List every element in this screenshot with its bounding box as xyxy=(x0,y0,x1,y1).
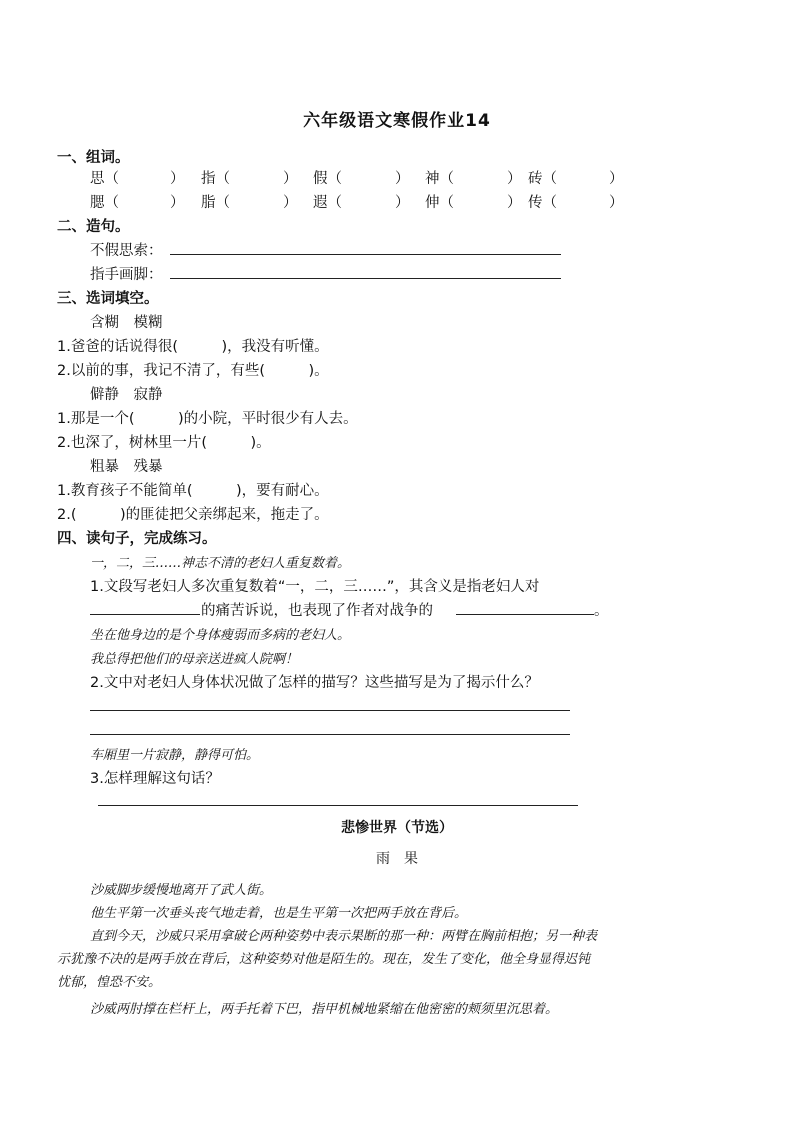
answer-line[interactable] xyxy=(170,278,561,279)
section-2-heading: 二、造句。 xyxy=(57,219,130,235)
sentence-prompt: 不假思索： xyxy=(90,243,163,259)
char-cell: 砖（ xyxy=(528,171,557,187)
section-1-heading: 一、组词。 xyxy=(57,150,130,166)
passage-paragraph: 他生平第一次垂头丧气地走着，也是生平第一次把两手放在背后。 xyxy=(90,906,468,921)
char-cell: 思（ xyxy=(90,171,119,187)
sentence-prompt: 指手画脚： xyxy=(90,267,163,283)
char-cell: 指（ xyxy=(201,171,230,187)
reading-author: 雨 果 xyxy=(376,851,418,867)
quote-sentence: 坐在他身边的是个身体瘦弱而多病的老妇人。 xyxy=(90,628,351,643)
paren-close: ） xyxy=(170,171,185,187)
paren-close: ） xyxy=(609,195,624,211)
word-choices: 粗暴 残暴 xyxy=(90,459,163,475)
word-row-2 xyxy=(0,191,794,211)
fill-sentence: 1.教育孩子不能简单( )，要有耐心。 xyxy=(57,483,329,499)
section-4-heading: 四、读句子，完成练习。 xyxy=(57,531,217,547)
fill-sentence: 1.爸爸的话说得很( )，我没有听懂。 xyxy=(57,339,329,355)
page-title: 六年级语文寒假作业14 xyxy=(303,111,491,131)
passage-paragraph: 沙威两肘撑在栏杆上，两手托着下巴，指甲机械地紧缩在他密密的颊须里沉思着。 xyxy=(90,1002,559,1017)
fill-sentence: 2.( )的匪徒把父亲绑起来，拖走了。 xyxy=(57,507,329,523)
paren-close: ） xyxy=(507,195,522,211)
answer-line[interactable] xyxy=(170,254,561,255)
fill-sentence: 2.也深了，树林里一片( )。 xyxy=(57,435,271,451)
paren-close: ） xyxy=(507,171,522,187)
char-cell: 传（ xyxy=(528,195,557,211)
passage-paragraph: 直到今天，沙威只采用拿破仑两种姿势中表示果断的那一种：两臂在胸前相抱；另一种表 xyxy=(90,929,598,944)
char-cell: 脂（ xyxy=(201,195,230,211)
paren-close: ） xyxy=(283,195,298,211)
paren-close: ） xyxy=(609,171,624,187)
question-3: 3.怎样理解这句话？ xyxy=(90,771,220,787)
word-row-1 xyxy=(0,167,794,187)
char-cell: 假（ xyxy=(313,171,342,187)
quote-sentence: 一，二，三……神志不清的老妇人重复数着。 xyxy=(90,556,351,571)
passage-paragraph: 沙威脚步缓慢地离开了武人街。 xyxy=(90,883,273,898)
passage-paragraph: 示犹豫不决的是两手放在背后，这种姿势对他是陌生的。现在，发生了变化，他全身显得迟钝 xyxy=(57,952,591,967)
fill-sentence: 2.以前的事，我记不清了，有些( )。 xyxy=(57,363,329,379)
char-cell: 伸（ xyxy=(425,195,454,211)
answer-line[interactable] xyxy=(90,734,570,735)
section-3-heading: 三、选词填空。 xyxy=(57,291,159,307)
question-1: 1.文段写老妇人多次重复数着“一，二，三……”，其含义是指老妇人对 xyxy=(90,579,540,595)
quote-sentence: 车厢里一片寂静，静得可怕。 xyxy=(90,748,260,763)
passage-paragraph: 忧郁，惶恐不安。 xyxy=(57,975,162,990)
answer-line[interactable] xyxy=(90,710,570,711)
paren-close: ） xyxy=(283,171,298,187)
reading-title: 悲惨世界（节选） xyxy=(341,820,453,836)
answer-line[interactable] xyxy=(456,614,594,615)
paren-close: ） xyxy=(170,195,185,211)
char-cell: 遐（ xyxy=(313,195,342,211)
paren-close: ） xyxy=(395,195,410,211)
char-cell: 神（ xyxy=(425,171,454,187)
question-1-cont: 的痛苦诉说，也表现了作者对战争的 xyxy=(201,603,433,619)
answer-line[interactable] xyxy=(90,614,200,615)
paren-close: ） xyxy=(395,171,410,187)
quote-sentence: 我总得把他们的母亲送进疯人院啊！ xyxy=(90,652,299,667)
fill-sentence: 1.那是一个( )的小院，平时很少有人去。 xyxy=(57,411,358,427)
question-1-end: 。 xyxy=(594,603,609,619)
answer-line[interactable] xyxy=(98,805,578,806)
word-choices: 含糊 模糊 xyxy=(90,315,163,331)
char-cell: 腮（ xyxy=(90,195,119,211)
question-2: 2.文中对老妇人身体状况做了怎样的描写？这些描写是为了揭示什么？ xyxy=(90,675,539,691)
word-choices: 僻静 寂静 xyxy=(90,387,163,403)
